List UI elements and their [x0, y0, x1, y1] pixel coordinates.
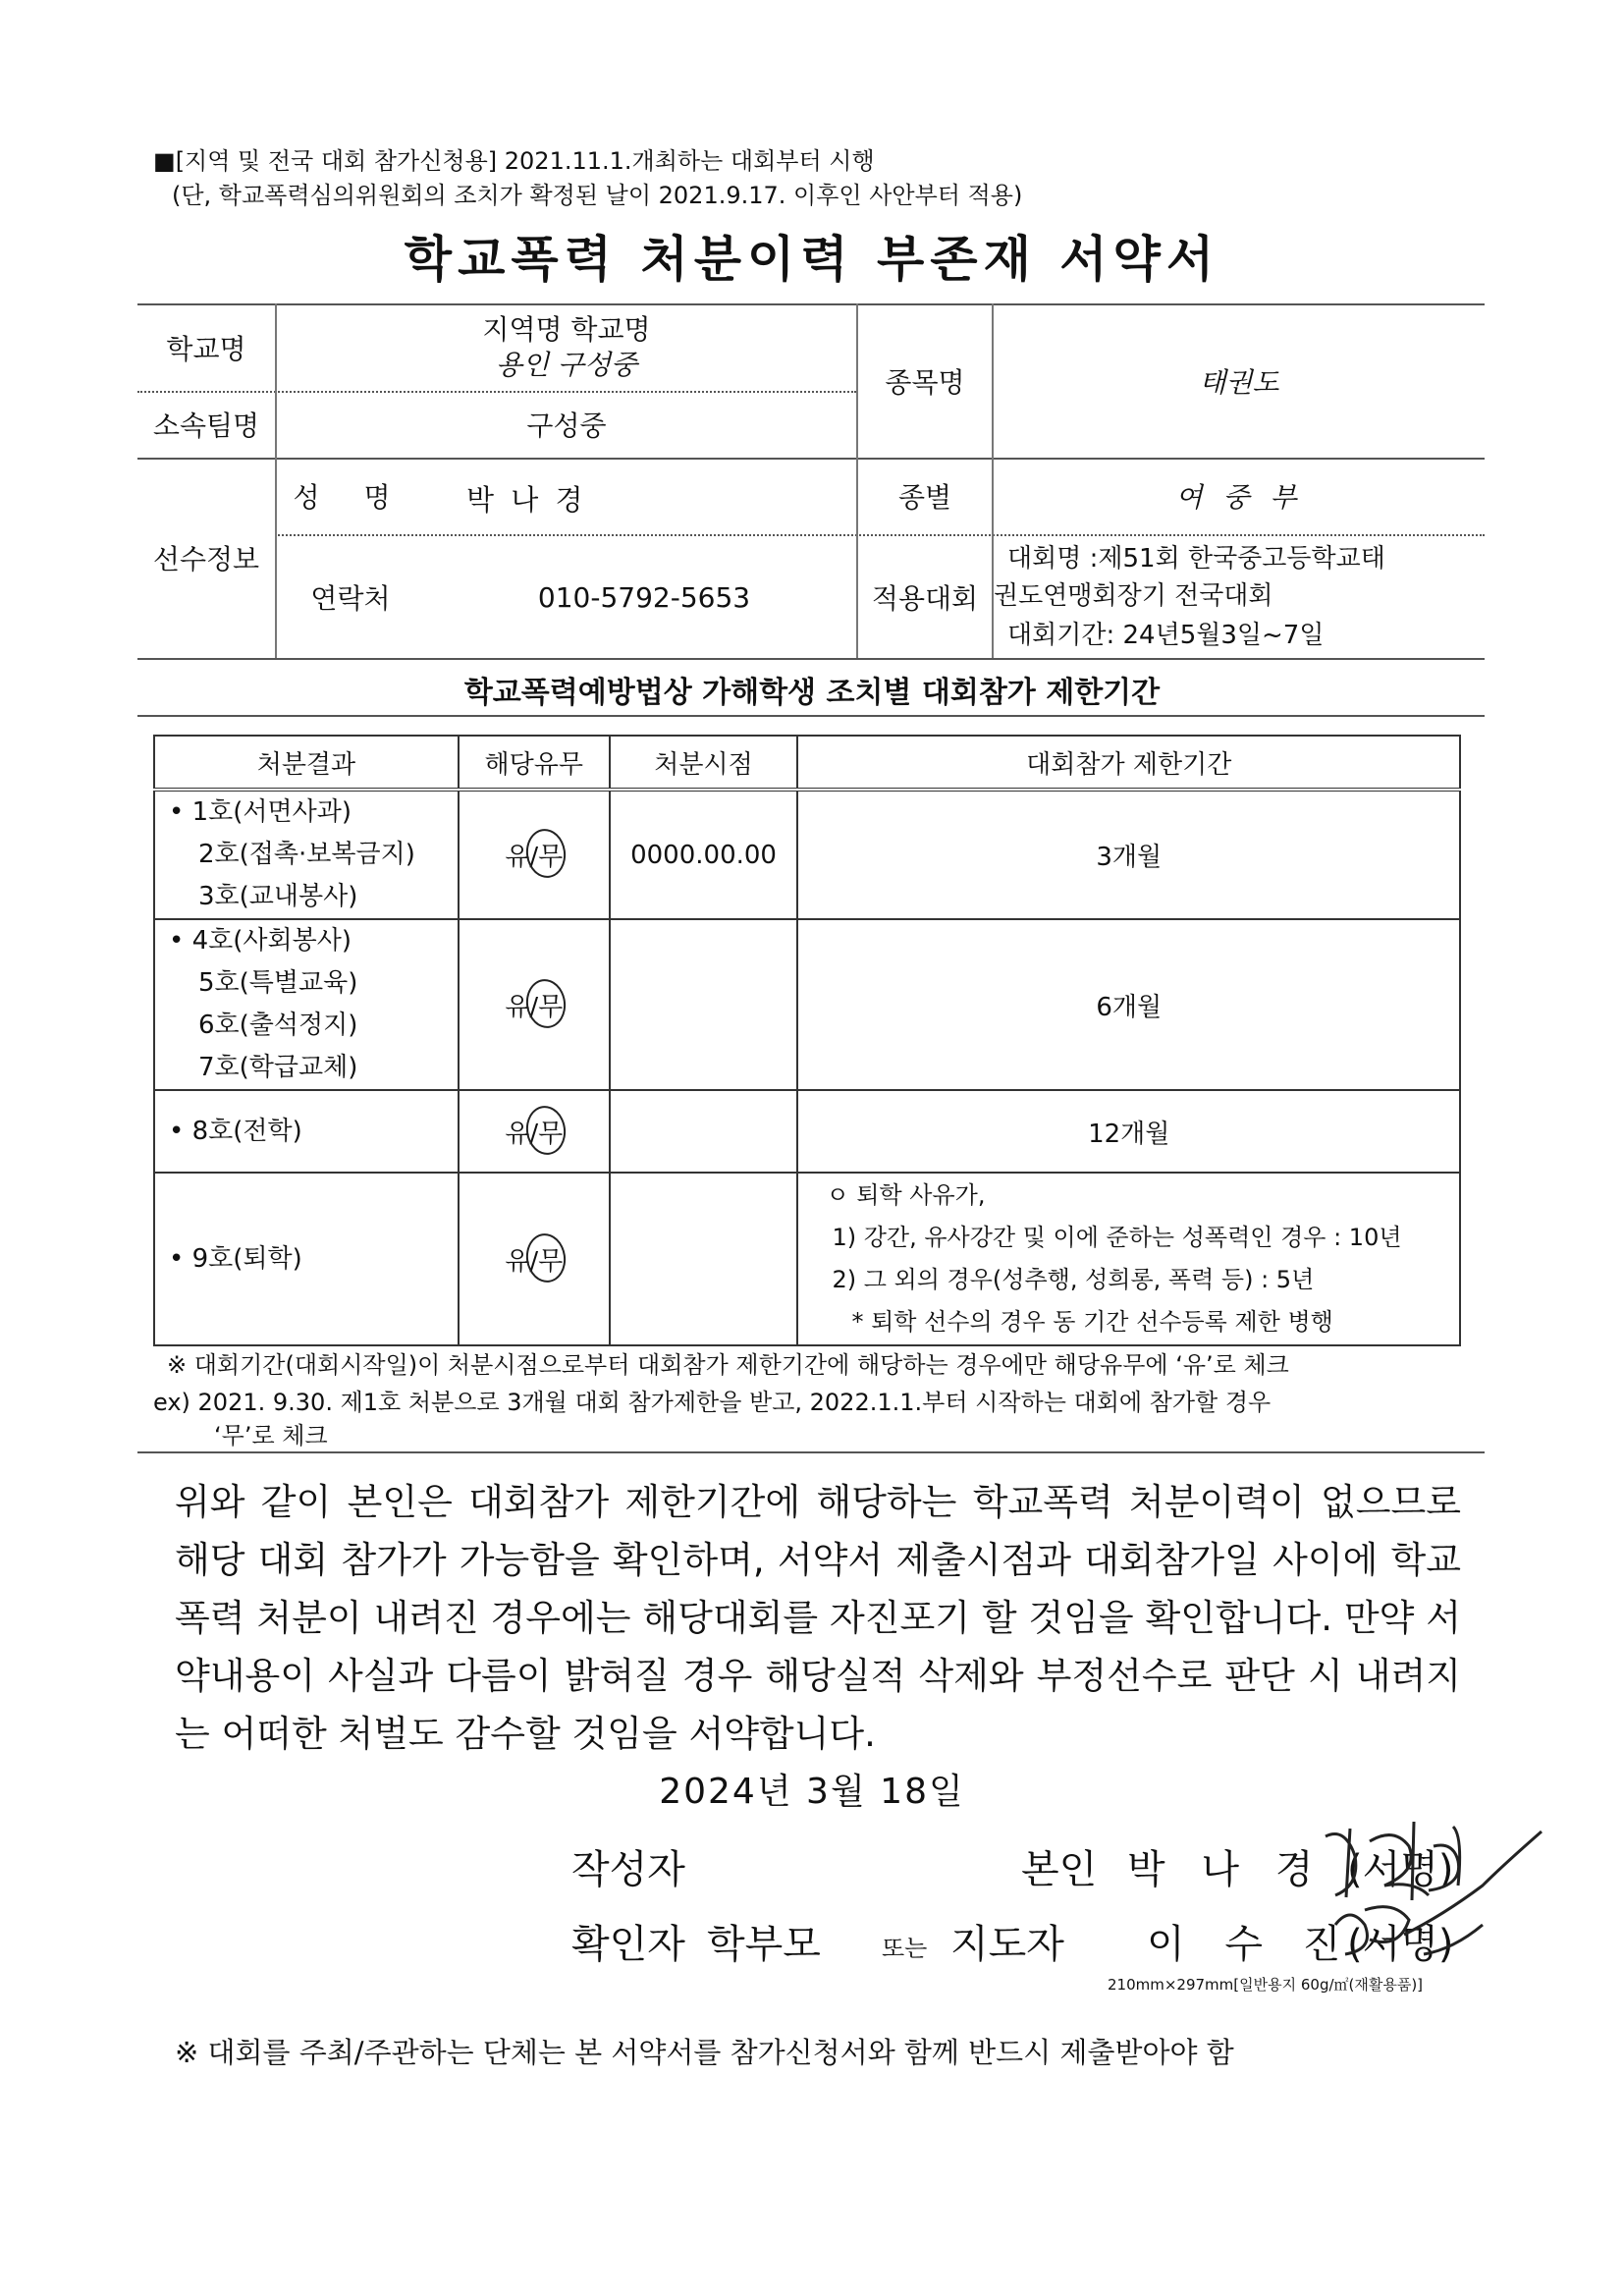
result-item: 3호(교내봉사) — [198, 882, 358, 911]
coach-seal-label: (서명) — [1347, 1922, 1454, 1967]
disposition-date — [610, 1173, 798, 1345]
self-seal-label: (서명) — [1347, 1847, 1454, 1892]
disposition-date: 0000.00.00 — [610, 790, 798, 919]
subtitle-underline — [137, 715, 1485, 717]
result-cell — [154, 790, 459, 919]
school-value: 용인 구성중 — [495, 348, 638, 381]
info-bottom-border — [137, 658, 1485, 660]
team-value: 구성중 — [526, 410, 607, 442]
confirmer-label: 확인자 — [571, 1922, 685, 1967]
footer-note: ※ 대회를 주최/주관하는 단체는 본 서약서를 참가신청서와 함께 반드시 제출받아야 함 — [175, 2036, 1234, 2069]
competition-period: 대회기간: 24년5월3일~7일 — [1007, 621, 1325, 650]
pledge-paragraph: 위와 같이 본인은 대회참가 제한기간에 해당하는 학교폭력 처분이력이 없으므로 해당 대회 참가가 가능함을 확인하며, 서약서 제출시점과 대회참가일 사이에 학교폭력 처분이 내려진 경우에는 해당대회를 자진포기 할 것임을 확인합니다. 만약 서약내용이 사실과 다름이 밝혀질 경우 해당실적 삭제와 부정선수로 판단 시 내려지는 어떠한 처벌도 감수할 것임을 서약합니다. — [175, 1481, 1461, 1755]
detail-line: 1) 강간, 유사강간 및 이에 준하는 성폭력인 경우 : 10년 — [832, 1224, 1402, 1251]
applicable-mark: 유/무 — [505, 1241, 563, 1278]
contact-value: 010-5792-5653 — [537, 580, 751, 614]
competition-name-line1: 대회명 :제51회 한국중고등학교태 — [1007, 544, 1385, 574]
note-1: ※ 대회기간(대회시작일)이 처분시점으로부터 대회참가 제한기간에 해당하는 경우에만 해당유무에 ‘유’로 체크 — [167, 1351, 1289, 1379]
school-hint: 지역명 학교명 — [482, 312, 651, 346]
competition-name-line2: 권도연맹회장기 전국대회 — [994, 581, 1273, 611]
sign-date: 2024년 3월 18일 — [659, 1772, 965, 1812]
table-row — [154, 1173, 1460, 1345]
document-title: 학교폭력 처분이력 부존재 서약서 — [404, 231, 1220, 288]
applied-competition-label: 적용대회 — [871, 582, 979, 615]
result-item: 7호(학급교체) — [198, 1053, 358, 1082]
column-header: 대회참가 제한기간 — [797, 736, 1460, 790]
team-label: 소속팀명 — [152, 410, 260, 442]
table-row — [154, 1090, 1460, 1173]
self-label: 본인 — [1021, 1847, 1098, 1892]
paper-spec: 210mm×297mm[일반용지 60g/㎡(재활용품)] — [1108, 1976, 1424, 1994]
applicable-cell — [459, 919, 610, 1090]
note-3: ‘무’로 체크 — [214, 1422, 328, 1449]
result-item: • 1호(서면사과) — [169, 792, 458, 834]
contact-label: 연락처 — [310, 582, 391, 615]
coach-name: 이 수 진 — [1147, 1922, 1355, 1967]
restriction-period: 12개월 — [797, 1090, 1460, 1173]
result-item: • 8호(전학) — [169, 1111, 458, 1153]
expulsion-details — [797, 1173, 1460, 1345]
player-name: 박 나 경 — [466, 483, 587, 517]
result-item: 6호(출석정지) — [198, 1011, 358, 1040]
restriction-table — [153, 735, 1461, 1346]
event-label: 종목명 — [885, 365, 965, 399]
applicable-mark: 유/무 — [505, 1114, 563, 1150]
column-header: 해당유무 — [459, 736, 610, 790]
result-cell — [154, 919, 459, 1090]
handwritten-signature — [1296, 1807, 1591, 1984]
parent-label: 학부모 — [707, 1922, 821, 1967]
column-header: 처분결과 — [154, 736, 459, 790]
restriction-period: 3개월 — [797, 790, 1460, 919]
table-row — [154, 919, 1460, 1090]
square-bullet-icon: ■ — [153, 147, 176, 175]
applicable-mark: 유/무 — [505, 987, 563, 1023]
detail-line: 2) 그 외의 경우(성추행, 성희롱, 폭력 등) : 5년 — [832, 1266, 1315, 1293]
table-row — [154, 790, 1460, 919]
notes-bottom-border — [137, 1451, 1485, 1453]
name-label: 성 명 — [293, 481, 408, 514]
result-item: • 9호(퇴학) — [169, 1238, 458, 1281]
disposition-date — [610, 1090, 798, 1173]
detail-line: * 퇴학 선수의 경우 동 기간 선수등록 제한 병행 — [851, 1308, 1333, 1336]
school-label: 학교명 — [166, 332, 246, 365]
header-notice-line2: (단, 학교폭력심의위원회의 조치가 확정된 날이 2021.9.17. 이후인 사안부터 적용) — [172, 182, 1023, 209]
applicable-cell — [459, 1090, 610, 1173]
or-label: 또는 — [882, 1935, 928, 1962]
self-name: 박 나 경 — [1127, 1847, 1326, 1892]
header-notice-line1: ■[지역 및 전국 대회 참가신청용] 2021.11.1.개최하는 대회부터 시행 — [153, 147, 875, 175]
circle-check-mark — [523, 826, 569, 880]
coach-label: 지도자 — [950, 1922, 1064, 1967]
result-cell — [154, 1173, 459, 1345]
result-cell — [154, 1090, 459, 1173]
player-info-label: 선수정보 — [152, 543, 260, 575]
writer-label: 작성자 — [571, 1847, 685, 1892]
applicable-mark: 유/무 — [505, 837, 563, 873]
table-title: 학교폭력예방법상 가해학생 조치별 대회참가 제한기간 — [463, 676, 1161, 710]
detail-line: ㅇ 퇴학 사유가, — [826, 1181, 986, 1209]
school-cell — [277, 303, 856, 391]
result-item: 5호(특별교육) — [198, 968, 358, 998]
disposition-date — [610, 919, 798, 1090]
result-item: • 4호(사회봉사) — [169, 920, 458, 962]
note-2: ex) 2021. 9.30. 제1호 처분으로 3개월 대회 참가제한을 받고, 2022.1.1.부터 시작하는 대회에 참가할 경우 — [153, 1389, 1272, 1416]
restriction-period: 6개월 — [797, 919, 1460, 1090]
column-header: 처분시점 — [610, 736, 798, 790]
applicable-cell — [459, 790, 610, 919]
division-label: 종별 — [897, 481, 952, 514]
applicable-cell — [459, 1173, 610, 1345]
result-item: 2호(접촉·보복금지) — [198, 840, 415, 869]
event-value: 태권도 — [1199, 365, 1279, 399]
division-value: 여 중 부 — [1175, 481, 1303, 514]
table-header-row — [154, 736, 1460, 790]
